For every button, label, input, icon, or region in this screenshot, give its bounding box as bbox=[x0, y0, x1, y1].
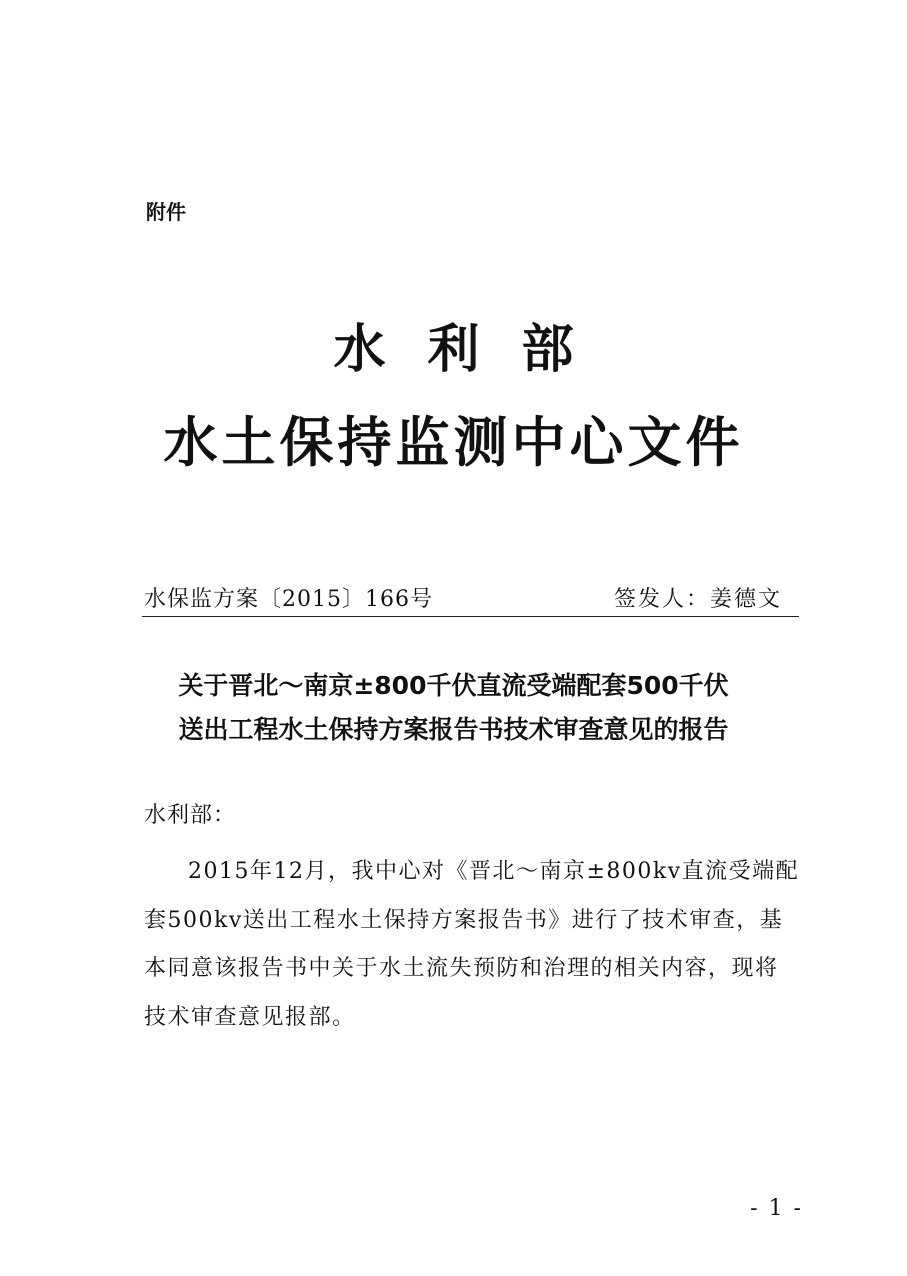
report-title-line: 送出工程水土保持方案报告书技术审查意见的报告 bbox=[178, 715, 729, 744]
document-number: 水保监方案〔2015〕166号 bbox=[144, 587, 433, 612]
body-line: 2015年12月，我中心对《晋北～南京±800kv直流受端配 bbox=[188, 859, 800, 884]
body-line: 本同意该报告书中关于水土流失预防和治理的相关内容，现将 bbox=[144, 956, 779, 981]
attachment-label: 附件 bbox=[146, 200, 186, 224]
issuing-organization: 水利部 bbox=[333, 319, 616, 380]
report-title-line: 关于晋北～南京±800千伏直流受端配套500千伏 bbox=[178, 671, 729, 700]
body-paragraph bbox=[144, 848, 800, 1042]
body-line: 技术审查意见报部。 bbox=[144, 1004, 356, 1030]
signer: 签发人：姜德文 bbox=[613, 587, 782, 612]
body-line: 套500kv送出工程水土保持方案报告书》进行了技术审查，基 bbox=[144, 907, 784, 933]
report-title bbox=[120, 664, 787, 752]
addressee: 水利部： bbox=[144, 803, 237, 828]
document-header-title: 水土保持监测中心文件 bbox=[163, 410, 744, 474]
page-number: - 1 - bbox=[750, 1196, 803, 1221]
header-divider bbox=[142, 616, 799, 617]
